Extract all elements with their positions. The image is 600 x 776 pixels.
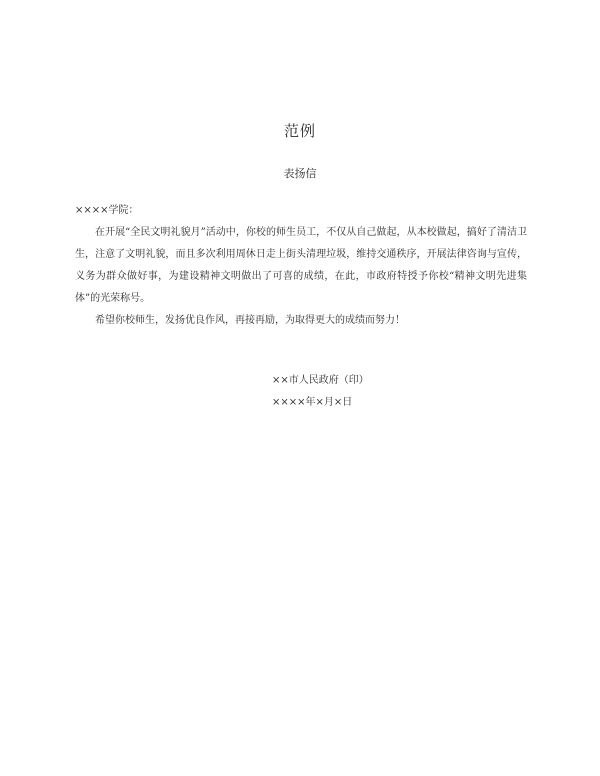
document-subtitle: 表扬信 [283, 167, 317, 180]
letter-paragraph-2: 希望你校师生，发扬优良作风，再接再励，为取得更大的成绩而努力！ [95, 315, 405, 326]
letter-salutation: ××××学院： [75, 205, 139, 216]
letter-paragraph-1: 在开展“全民文明礼貌月”活动中，你校的师生员工，不仅从自己做起，从本校做起，搞好了清洁卫生，注意了文明礼貌，而且多次利用周休日走上街头清理垃圾，维持交通秩序，开展法律咨询与宣传，义务为群众做好事，为建设精神文明做出了可喜的成绩，在此，市政府特授予你校“精神文明先进集体”的光荣称号。 [75, 227, 527, 304]
signature-date: ××××年×月×日 [272, 397, 353, 408]
letter-signature [272, 370, 369, 414]
letter-body [75, 200, 527, 332]
document-title: 范例 [283, 122, 316, 140]
signature-issuer: ××市人民政府（印） [272, 375, 369, 386]
